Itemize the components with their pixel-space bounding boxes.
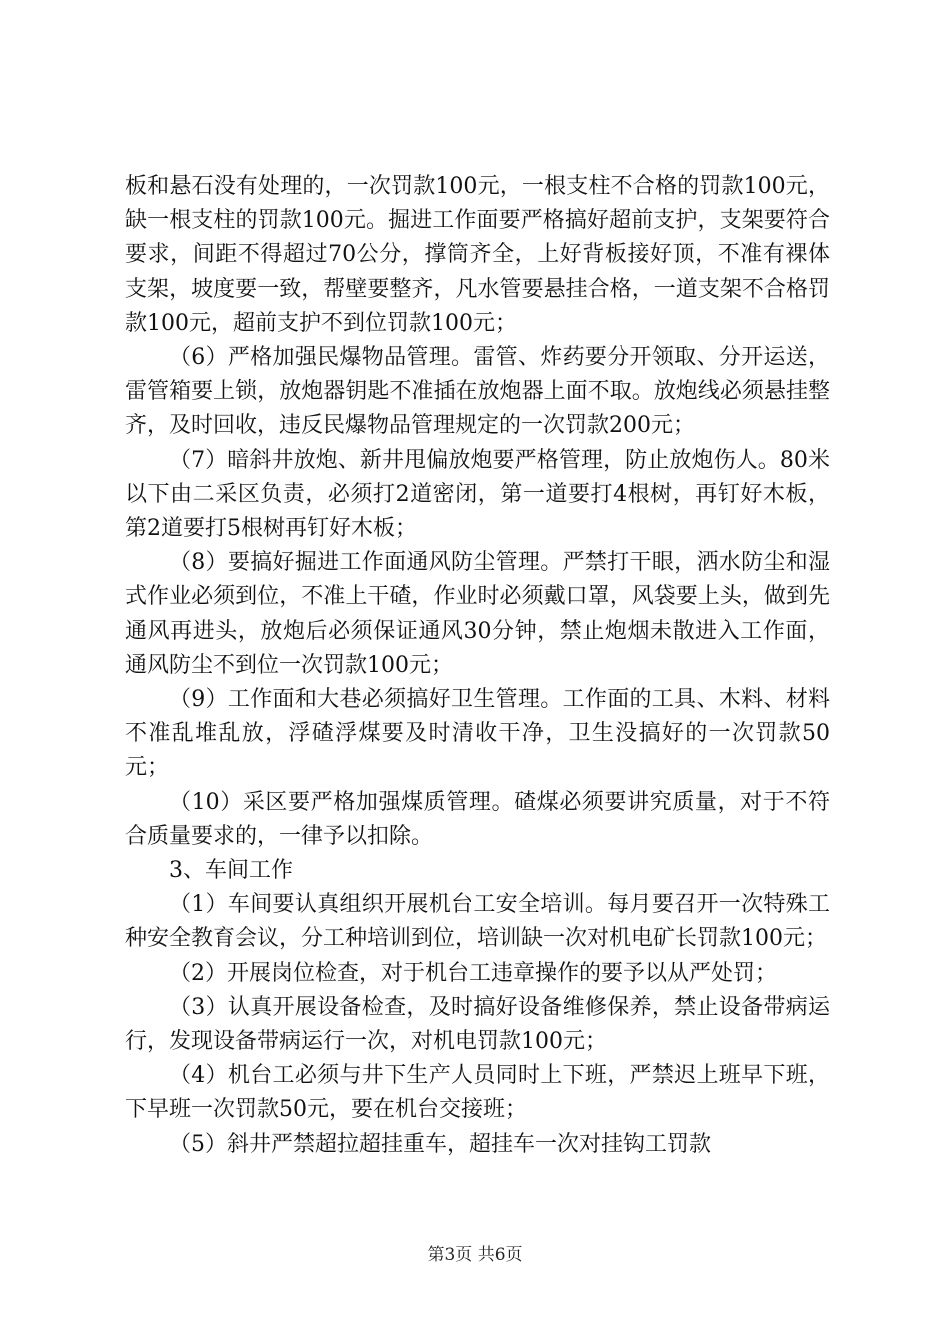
- document-body: [125, 170, 830, 1162]
- paragraph-workshop-item-5: （5）斜井严禁超拉超挂重车，超挂车一次对挂钩工罚款: [169, 1131, 711, 1157]
- page-number-footer: 第3页 共6页: [427, 1245, 523, 1265]
- section-heading-workshop: 3、车间工作: [169, 858, 293, 884]
- paragraph-item-6: （6）严格加强民爆物品管理。雷管、炸药要分开领取、分开运送，雷管箱要上锁，放炮器钥匙不准插在放炮器上面不取。放炮线必须悬挂整齐，及时回收，违反民爆物品管理规定的一次罚款200元；: [125, 345, 830, 439]
- paragraph-continuation: 板和悬石没有处理的，一次罚款100元，一根支柱不合格的罚款100元，缺一根支柱的罚款100元。掘进工作面要严格搞好超前支护，支架要符合要求，间距不得超过70公分，撑筒齐全，上好背板接好顶，不准有裸体支架，坡度要一致，帮壁要整齐，凡水管要悬挂合格，一道支架不合格罚款100元，超前支护不到位罚款100元；: [125, 174, 830, 336]
- paragraph-workshop-item-1: （1）车间要认真组织开展机台工安全培训。每月要召开一次特殊工种安全教育会议，分工种培训到位，培训缺一次对机电矿长罚款100元；: [125, 892, 830, 952]
- paragraph-item-9: （9）工作面和大巷必须搞好卫生管理。工作面的工具、木料、材料不准乱堆乱放，浮碴浮煤要及时清收干净，卫生没搞好的一次罚款50元；: [125, 687, 830, 781]
- paragraph-item-8: （8）要搞好掘进工作面通风防尘管理。严禁打干眼，洒水防尘和湿式作业必须到位，不准上干碴，作业时必须戴口罩，风袋要上头，做到先通风再进头，放炮后必须保证通风30分钟，禁止炮烟未散进入工作面，通风防尘不到位一次罚款100元；: [125, 550, 830, 678]
- paragraph-item-10: （10）采区要严格加强煤质管理。碴煤必须要讲究质量，对于不符合质量要求的，一律予以扣除。: [125, 789, 830, 849]
- paragraph-item-7: （7）暗斜井放炮、新井甩偏放炮要严格管理，防止放炮伤人。80米以下由二采区负责，必须打2道密闭，第一道要打4根树，再钉好木板，第2道要打5根树再钉好木板；: [125, 447, 830, 542]
- paragraph-workshop-item-4: （4）机台工必须与井下生产人员同时上下班，严禁迟上班早下班，下早班一次罚款50元，要在机台交接班；: [125, 1063, 830, 1123]
- paragraph-workshop-item-3: （3）认真开展设备检查，及时搞好设备维修保养，禁止设备带病运行，发现设备带病运行一次，对机电罚款100元；: [125, 994, 830, 1055]
- paragraph-workshop-item-2: （2）开展岗位检查，对于机台工违章操作的要予以从严处罚；: [169, 960, 777, 986]
